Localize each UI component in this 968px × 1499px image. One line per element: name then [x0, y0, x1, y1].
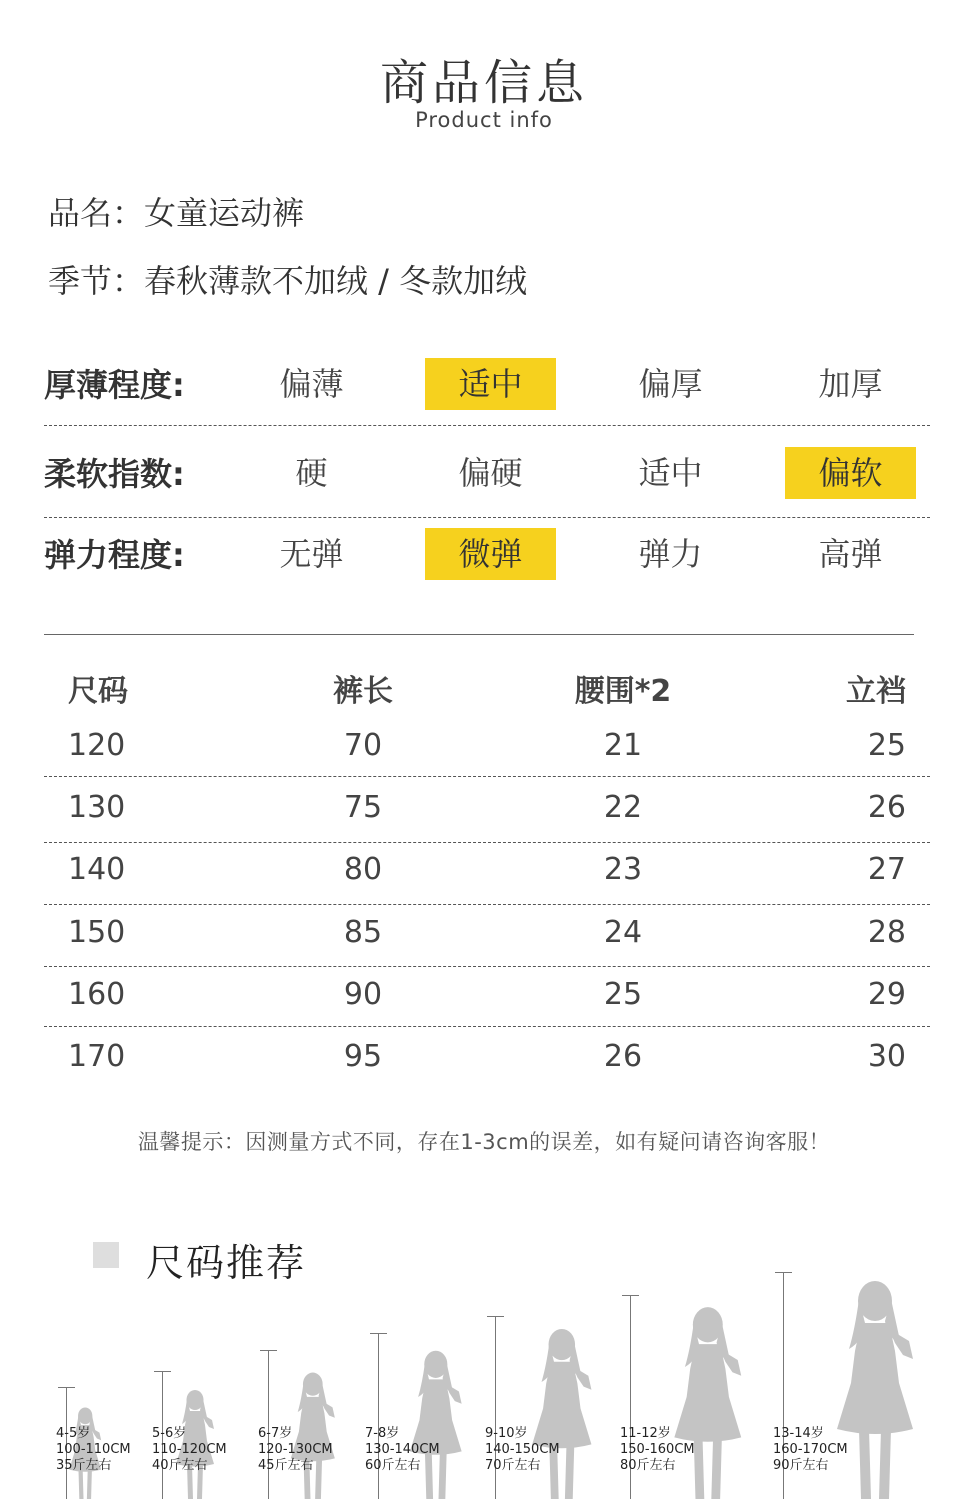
table-row — [0, 852, 968, 892]
ruler-tick — [58, 1387, 75, 1388]
figure-age: 9-10岁 — [485, 1426, 528, 1441]
table-header — [0, 666, 968, 709]
table-cell: 25 — [603, 977, 643, 1012]
figure-label — [365, 1426, 440, 1474]
figure-weight: 70斤左右 — [485, 1458, 541, 1473]
figure-height: 130-140CM — [365, 1442, 440, 1457]
height-ruler — [378, 1333, 379, 1499]
figure-height: 120-130CM — [258, 1442, 333, 1457]
figure-label — [152, 1426, 227, 1474]
table-cell: 70 — [343, 728, 383, 763]
figure-height: 150-160CM — [620, 1442, 695, 1457]
section-marker — [93, 1242, 119, 1268]
ruler-tick — [622, 1295, 639, 1296]
figure-label — [258, 1426, 333, 1474]
attr-option: 偏薄 — [279, 365, 344, 403]
attr-label: 弹力程度: — [44, 536, 185, 574]
attr-label: 柔软指数: — [44, 455, 185, 493]
table-header-cell: 腰围*2 — [574, 674, 672, 709]
table-header-cell: 立裆 — [846, 674, 906, 709]
figure-label — [485, 1426, 560, 1474]
figure-height: 100-110CM — [56, 1442, 131, 1457]
table-cell: 160 — [68, 977, 126, 1012]
ruler-tick — [260, 1350, 277, 1351]
table-row — [0, 915, 968, 955]
attr-option: 加厚 — [818, 365, 883, 403]
figure-weight: 40斤左右 — [152, 1458, 208, 1473]
table-cell: 90 — [343, 977, 383, 1012]
attr-option: 偏厚 — [638, 365, 703, 403]
table-cell: 24 — [603, 915, 643, 950]
table-cell: 120 — [68, 728, 126, 763]
table-header-cell: 尺码 — [68, 674, 128, 709]
table-cell: 80 — [343, 852, 383, 887]
attr-option: 硬 — [295, 454, 328, 492]
attr-option: 无弹 — [279, 535, 344, 573]
figure-age: 4-5岁 — [56, 1426, 91, 1441]
table-cell: 28 — [867, 915, 906, 950]
attr-label: 厚薄程度: — [44, 366, 185, 404]
attr-row-thickness — [44, 348, 930, 422]
figure-age: 6-7岁 — [258, 1426, 293, 1441]
table-cell: 85 — [343, 915, 383, 950]
figure-label — [773, 1426, 848, 1474]
table-row — [0, 790, 968, 830]
page-subtitle: Product info — [415, 108, 553, 132]
table-top-rule — [44, 634, 914, 635]
divider — [44, 966, 930, 967]
ruler-tick — [775, 1272, 792, 1273]
table-cell: 95 — [343, 1039, 383, 1074]
attr-option: 偏软 — [785, 447, 916, 499]
figure-height: 160-170CM — [773, 1442, 848, 1457]
table-cell: 26 — [867, 790, 906, 825]
divider — [44, 842, 930, 843]
attr-option: 适中 — [425, 358, 556, 410]
attr-option: 适中 — [638, 454, 703, 492]
ruler-tick — [154, 1371, 171, 1372]
divider — [44, 1026, 930, 1027]
figure-weight: 45斤左右 — [258, 1458, 314, 1473]
attr-row-softness — [44, 437, 930, 511]
attr-option: 偏硬 — [458, 454, 523, 492]
table-cell: 22 — [603, 790, 643, 825]
figure-weight: 90斤左右 — [773, 1458, 829, 1473]
height-ruler — [268, 1350, 269, 1499]
table-header-cell: 裤长 — [333, 674, 393, 709]
table-cell: 170 — [68, 1039, 126, 1074]
table-cell: 23 — [603, 852, 643, 887]
figure-age: 11-12岁 — [620, 1426, 671, 1441]
size-figures — [0, 1270, 968, 1499]
table-cell: 26 — [603, 1039, 643, 1074]
attr-row-elasticity — [44, 518, 930, 592]
attr-option: 微弹 — [425, 528, 556, 580]
figure-height: 140-150CM — [485, 1442, 560, 1457]
attr-option: 弹力 — [638, 535, 703, 573]
figure-age: 7-8岁 — [365, 1426, 400, 1441]
divider — [44, 776, 930, 777]
figure-weight: 60斤左右 — [365, 1458, 421, 1473]
table-row — [0, 728, 968, 768]
product-season: 季节：春秋薄款不加绒 / 冬款加绒 — [48, 262, 528, 300]
figure-weight: 35斤左右 — [56, 1458, 112, 1473]
ruler-tick — [487, 1316, 504, 1317]
table-cell: 30 — [867, 1039, 906, 1074]
divider — [44, 425, 930, 426]
table-cell: 130 — [68, 790, 126, 825]
table-cell: 140 — [68, 852, 126, 887]
table-cell: 75 — [343, 790, 383, 825]
figure-age: 5-6岁 — [152, 1426, 187, 1441]
ruler-tick — [370, 1333, 387, 1334]
table-cell: 25 — [867, 728, 906, 763]
table-cell: 150 — [68, 915, 126, 950]
table-row — [0, 1039, 968, 1079]
divider — [44, 904, 930, 905]
measurement-tip: 温馨提示：因测量方式不同，存在1-3cm的误差，如有疑问请咨询客服！ — [137, 1130, 831, 1154]
page-title: 商品信息 — [379, 55, 588, 111]
figure-age: 13-14岁 — [773, 1426, 824, 1441]
figure-weight: 80斤左右 — [620, 1458, 676, 1473]
attr-option: 高弹 — [818, 535, 883, 573]
table-row — [0, 977, 968, 1017]
product-name: 品名：女童运动裤 — [48, 194, 305, 232]
figure-label — [56, 1426, 131, 1474]
figure-label — [620, 1426, 695, 1474]
figure-height: 110-120CM — [152, 1442, 227, 1457]
table-cell: 21 — [603, 728, 643, 763]
section-title: 尺码推荐 — [146, 1241, 307, 1285]
table-cell: 29 — [867, 977, 906, 1012]
table-cell: 27 — [867, 852, 906, 887]
